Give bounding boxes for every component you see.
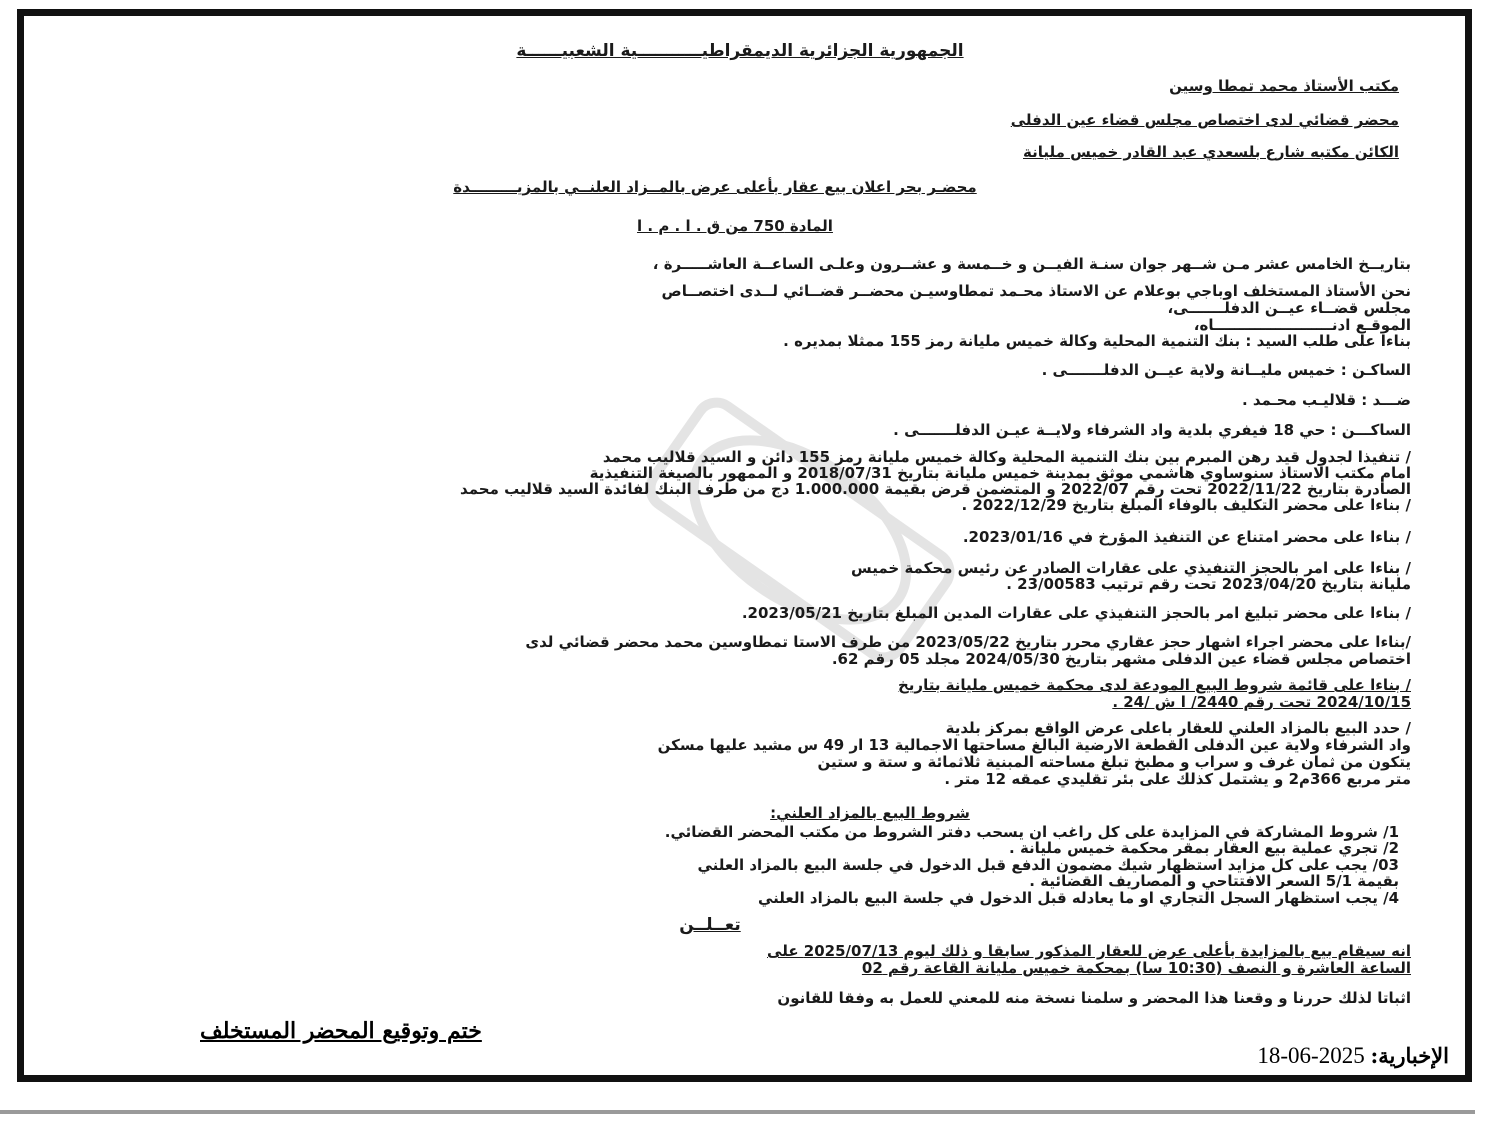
signed-line: الموقـع ادنـــــــــــــــــــــــاه، — [1193, 316, 1411, 334]
seizure-notice-line: / بناءا على محضر تبليغ امر بالحجز التنفيذي على عقارات المدين المبلغ بتاريخ 2023/05/21. — [741, 604, 1411, 622]
mortgage-line-3: الصادرة بتاريخ 2022/11/22 تحت رقم 2022/07 و المتضمن قرض بقيمة 1.000.000 دج من طرف البنك لفائدة السيد قلاليب محمد — [460, 480, 1411, 498]
mortgage-line-1: / تنفيذا لجدول قيد رهن المبرم بين بنك التنمية المحلية وكالة خميس مليانة رمز 155 دائن و السيد قلاليب محمد — [602, 448, 1411, 466]
announcement-heading: تعــلــن — [679, 915, 741, 935]
debtor-name: ضـــد : قلاليـب محـمد . — [1241, 391, 1411, 409]
request-line: بناءا على طلب السيد : بنك التنمية المحلية وكالة خميس مليانة رمز 155 ممثلا بمديره . — [783, 332, 1411, 350]
office-address: الكائن مكتبه شارع بلسعدي عبد القادر خميس مليانة — [1023, 143, 1399, 161]
publication-date — [1257, 1043, 1449, 1069]
conditions-list-line-2: 2024/10/15 تحت رقم 2440/ ا ش /24 . — [1112, 693, 1411, 711]
creditor-residence: الساكـن : خميس مليــانة ولاية عيــن الدفلـــــــى . — [1041, 361, 1411, 379]
publication-line-2: اختصاص مجلس قضاء عين الدفلى مشهر بتاريخ 2024/05/30 مجلد 05 رقم 62. — [831, 650, 1411, 668]
condition-1: 1/ شروط المشاركة في المزايدة على كل راغب ان يسحب دفتر الشروط من مكتب المحضر القضائي. — [664, 823, 1399, 841]
conditions-list-line-1: / بناءا على قائمة شروط البيع المودعة لدى محكمة خميس مليانة بتاريخ — [897, 676, 1411, 694]
condition-4: 4/ يجب استظهار السجل التجاري او ما يعادله قبل الدخول في جلسة البيع بالمزاد العلني — [758, 889, 1399, 907]
announcement-line-2: الساعة العاشرة و النصف (10:30 سا) بمحكمة خميس مليانة القاعة رقم 02 — [861, 959, 1411, 977]
certification-line: اثباتا لذلك حررنا و وقعنا هذا المحضر و سلمنا نسخة منه للمعني للعمل به وفقا للقانون — [777, 989, 1411, 1007]
property-line-4: متر مربع 366م2 و يشتمل كذلك على بئر تقليدي عمقه 12 متر . — [944, 770, 1411, 788]
document-subject: محضـر بحر اعلان بيع عقار بأعلى عرض بالمــزاد العلنــي بالمزيـــــــــدة — [453, 178, 977, 196]
article-reference: المادة 750 من ق . ا . م . ا — [637, 217, 833, 235]
seizure-order-line-2: مليانة بتاريخ 2023/04/20 تحت رقم ترتيب 23/00583 . — [1006, 575, 1411, 593]
property-line-1: / حدد البيع بالمزاد العلني للعقار باعلى عرض الواقع بمركز بلدية — [945, 719, 1411, 737]
publication-label: الإخبارية: — [1370, 1043, 1449, 1068]
condition-2: 2/ تجري عملية بيع العقار بمقر محكمة خميس مليانة . — [1009, 839, 1399, 857]
publication-line-1: /بناءا على محضر اجراء اشهار حجز عقاري محرر بتاريخ 2023/05/22 من طرف الاستا تمطاوسين محمد محضر قضائي لدى — [525, 633, 1411, 651]
bailiff-signature: ختم وتوقيع المحضر المستخلف — [200, 1018, 482, 1044]
property-line-2: واد الشرفاء ولاية عين الدفلى القطعة الارضية البالغ مساحتها الاجمالية 13 ار 49 س مشيد عليها مسكن — [657, 736, 1411, 754]
seizure-order-line-1: / بناءا على امر بالحجز التنفيذي على عقارات الصادر عن رئيس محكمة خميس — [851, 559, 1411, 577]
debtor-residence: الساكـــن : حي 18 فيفري بلدية واد الشرفاء ولايــة عيـن الدفلـــــــى . — [893, 421, 1411, 439]
bailiff-title: محضر قضائي لدى اختصاص مجلس قضاء عين الدفلى — [1010, 111, 1399, 129]
refusal-minutes-line: / بناءا على محضر امتناع عن التنفيذ المؤرخ في 2023/01/16. — [962, 528, 1411, 546]
conditions-heading: شروط البيع بالمزاد العلني: — [770, 804, 970, 822]
announcement-line-1: انه سيقام بيع بالمزايدة بأعلى عرض للعقار المذكور سابقا و ذلك ليوم 2025/07/13 على — [767, 942, 1411, 960]
property-line-3: يتكون من ثمان غرف و سراب و مطبخ تبلغ مساحته المبنية ثلاثمائة و ستة و ستين — [817, 753, 1411, 771]
publication-date-value: 2025-06-18 — [1257, 1043, 1365, 1068]
condition-3: 03/ يجب على كل مزايد استظهار شيك مضمون الدفع قبل الدخول في جلسة البيع بالمزاد العلني — [697, 856, 1399, 874]
condition-3-amount: بقيمة 5/1 السعر الافتتاحي و المصاريف القضائية . — [1029, 872, 1399, 890]
payment-notice-line: / بناءا على محضر التكليف بالوفاء المبلغ بتاريخ 2022/12/29 . — [961, 496, 1411, 514]
republic-heading: الجمهورية الجزائرية الديمقراطيـــــــــــية الشعبيــــــة — [516, 41, 964, 61]
mortgage-line-2: امام مكتب الاستاذ سنوساوي هاشمي موثق بمدينة خميس مليانة بتاريخ 2018/07/31 و الممهور بالصيغة التنفيذية — [589, 464, 1411, 482]
date-line: بتاريــخ الخامس عشر مـن شــهر جوان سنـة الفيــن و خــمسة و عشــرون وعلـى الساعــة العاشـــــرة ، — [652, 255, 1411, 273]
bailiff-line: نحن الأستاذ المستخلف اوباجي بوعلام عن الاستاذ محـمد تمطاوسيـن محضــر قضــائي لــدى اختصــاص — [661, 282, 1411, 300]
page-bottom-rule — [0, 1110, 1475, 1114]
bailiff-line-2: مجلس قضــاء عيــن الدفلـــــــى، — [1167, 299, 1411, 317]
office-name: مكتب الأستاذ محمد تمطا وسين — [1169, 77, 1399, 95]
